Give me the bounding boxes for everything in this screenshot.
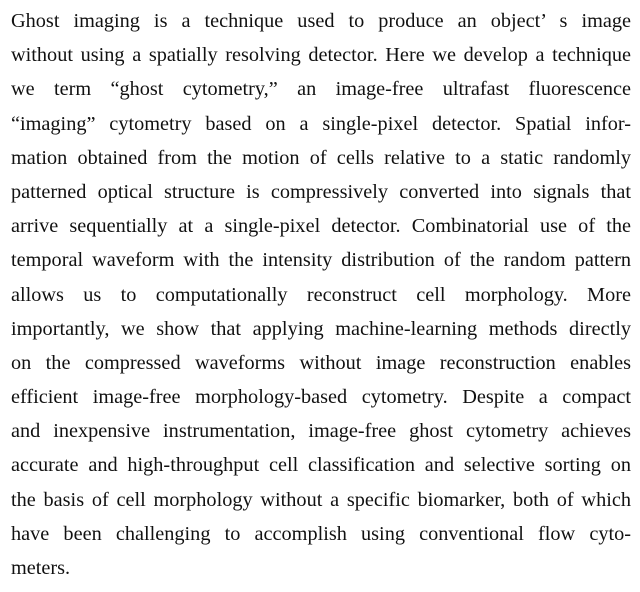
text-line: mation obtained from the motion of cells relative to a static randomly — [11, 146, 631, 169]
text-line: the basis of cell morphology without a specific biomarker, both of which — [11, 488, 631, 511]
text-line: and inexpensive instrumentation, image-free ghost cytometry achieves — [11, 420, 631, 443]
text-line: temporal waveform with the intensity distribution of the random pattern — [11, 249, 631, 272]
text-line: “imaging” cytometry based on a single-pixel detector. Spatial infor- — [11, 112, 631, 135]
text-line: importantly, we show that applying machine-learning methods directly — [11, 317, 631, 340]
text-line: efficient image-free morphology-based cytometry. Despite a compact — [11, 386, 631, 409]
text-line: patterned optical structure is compressively converted into signals that — [11, 180, 631, 203]
text-line: we term “ghost cytometry,” an image-free ultrafast fluorescence — [11, 78, 631, 101]
text-line: allows us to computationally reconstruct cell morphology. More — [11, 283, 631, 306]
abstract-paragraph — [11, 0, 631, 585]
text-line: meters. — [11, 557, 71, 579]
text-line: accurate and high-throughput cell classification and selective sorting on — [11, 454, 631, 477]
text-line: have been challenging to accomplish using conventional flow cyto- — [11, 522, 631, 545]
text-line: arrive sequentially at a single-pixel detector. Combinatorial use of the — [11, 215, 631, 238]
text-line: on the compressed waveforms without image reconstruction enables — [11, 351, 631, 374]
text-line: Ghost imaging is a technique used to produce an object’ s image — [11, 10, 631, 32]
text-line: without using a spatially resolving detector. Here we develop a technique — [11, 44, 631, 67]
